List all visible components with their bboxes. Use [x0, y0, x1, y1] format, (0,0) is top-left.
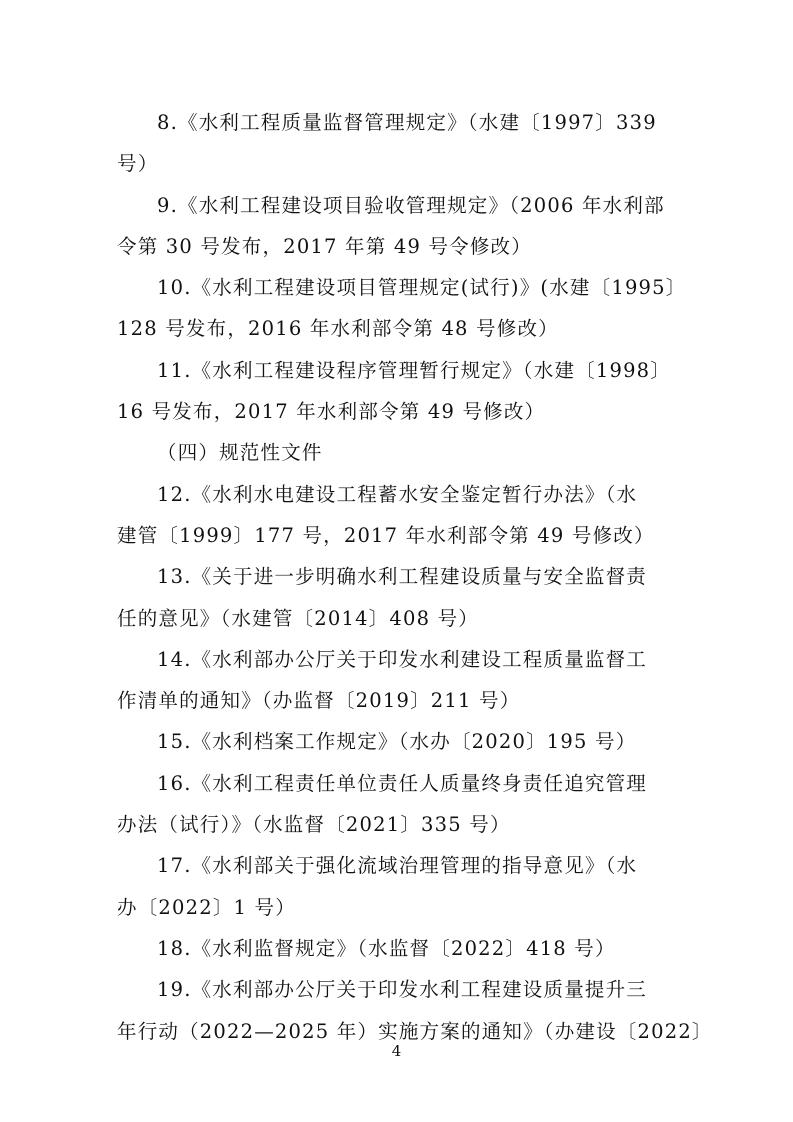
text-line: 15.《水利档案工作规定》（水办〔2020〕195 号） — [157, 730, 637, 754]
text-line: 18.《水利监督规定》（水监督〔2022〕418 号） — [157, 936, 616, 960]
text-line: 号） — [117, 152, 159, 176]
text-line: 16 号发布，2017 年水利部令第 49 号修改） — [117, 400, 546, 424]
text-line: 办法（试行）》（水监督〔2021〕335 号） — [117, 813, 511, 837]
text-line: 11.《水利工程建设程序管理暂行规定》（水建〔1998〕 — [157, 358, 671, 382]
text-line: 12.《水利水电建设工程蓄水安全鉴定暂行办法》（水 — [157, 482, 638, 506]
text-line: 14.《水利部办公厅关于印发水利建设工程质量监督工 — [157, 647, 648, 671]
text-line: 8.《水利工程质量监督管理规定》（水建〔1997〕339 — [157, 111, 657, 134]
regulation-list — [117, 102, 713, 1052]
text-line: 令第 30 号发布，2017 年第 49 号令修改） — [117, 234, 532, 258]
section-heading: （四）规范性文件 — [157, 441, 323, 465]
text-line: 建管〔1999〕177 号，2017 年水利部令第 49 号修改） — [117, 523, 655, 547]
text-line: 10.《水利工程建设项目管理规定(试行)》(水建〔1995〕 — [157, 276, 687, 300]
page-number: 4 — [391, 1042, 402, 1060]
text-line: 19.《水利部办公厅关于印发水利工程建设质量提升三 — [157, 978, 648, 1002]
text-line: 任的意见》（水建管〔2014〕408 号） — [117, 606, 479, 630]
text-line: 作清单的通知》（办监督〔2019〕211 号） — [117, 689, 521, 713]
text-line: 17.《水利部关于强化流域治理管理的指导意见》（水 — [157, 854, 638, 878]
text-line: 办〔2022〕1 号） — [117, 895, 296, 919]
text-line: 13.《关于进一步明确水利工程建设质量与安全监督责 — [157, 565, 648, 589]
text-line: 年行动（2022—2025 年）实施方案的通知》（办建设〔2022〕 — [117, 1019, 713, 1043]
text-line: 16.《水利工程责任单位责任人质量终身责任追究管理 — [157, 771, 648, 795]
text-line: 128 号发布，2016 年水利部令第 48 号修改） — [117, 317, 559, 341]
text-line: 9.《水利工程建设项目验收管理规定》（2006 年水利部 — [157, 193, 665, 217]
